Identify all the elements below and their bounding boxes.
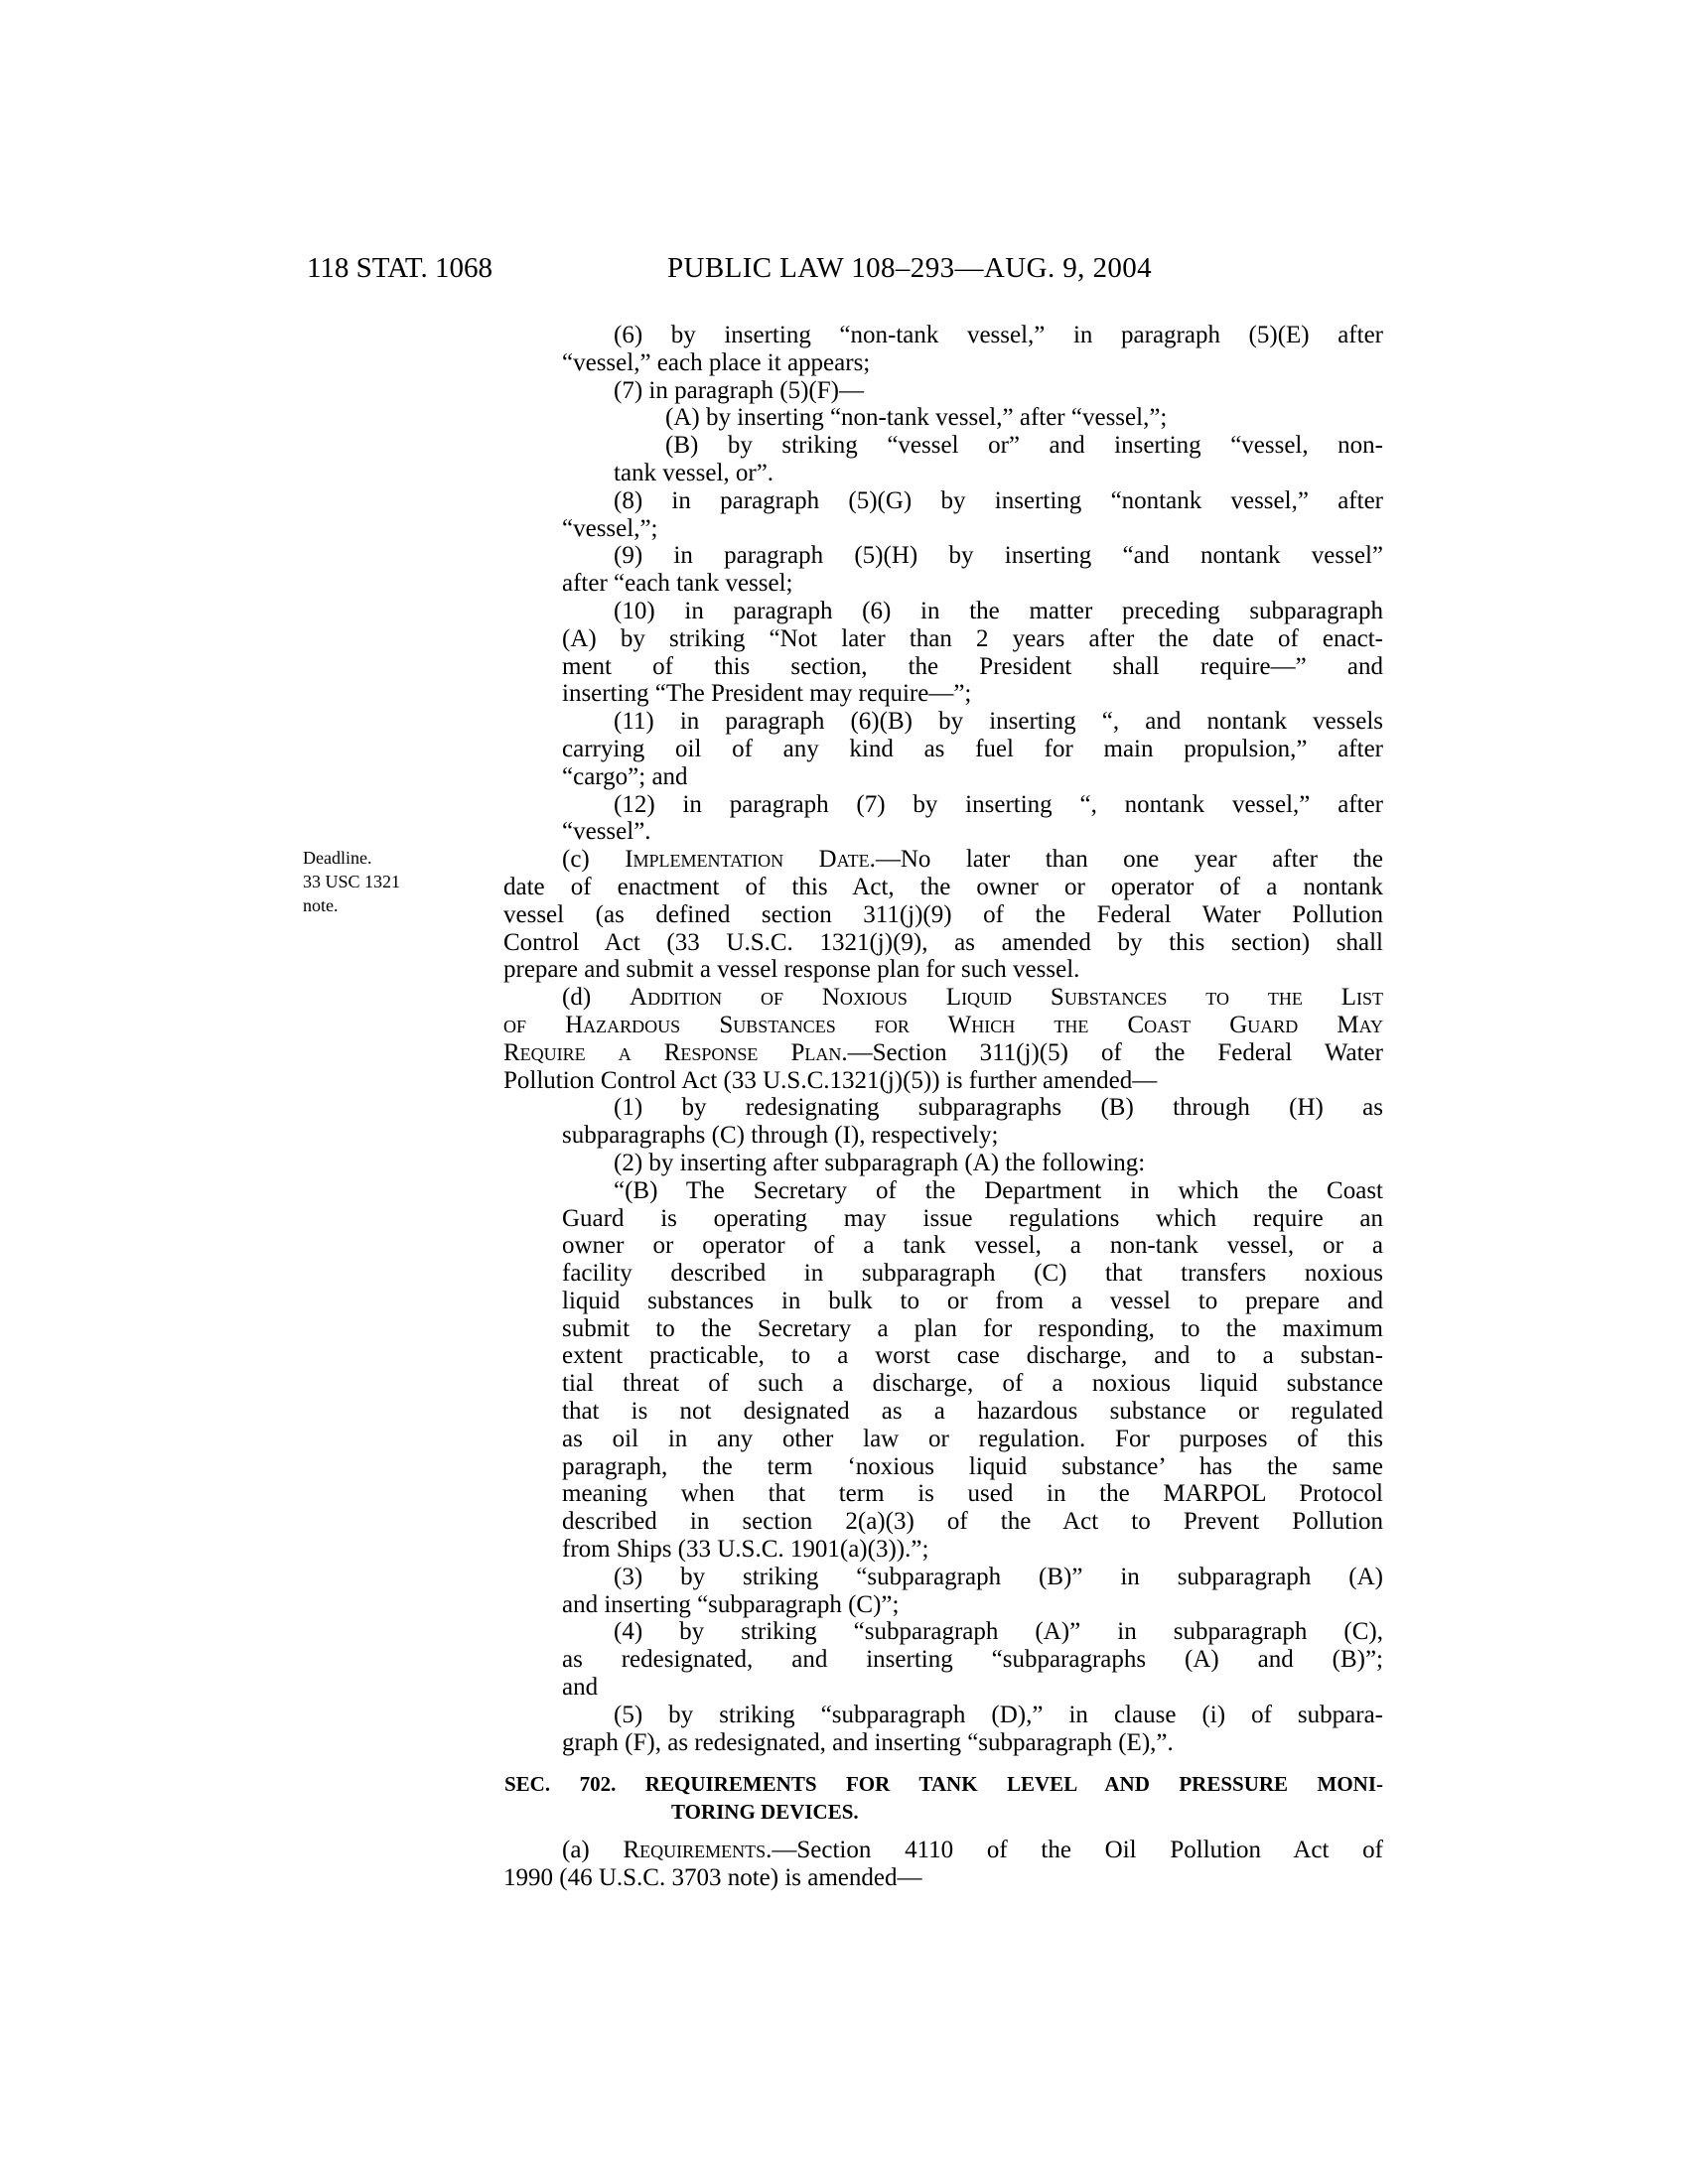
paragraph [0, 322, 1688, 377]
text-line [0, 625, 1688, 653]
paragraph [0, 542, 1688, 598]
text-line [0, 1260, 1688, 1288]
line-text: that is not designated as a hazardous substance or regulated [562, 1398, 1383, 1426]
text-line [0, 460, 1688, 487]
text-line [0, 1232, 1688, 1260]
line-text: and inserting “subparagraph (C)”; [562, 1590, 900, 1618]
small-caps-heading: of Hazardous Substances for Which the Coast Guard May [503, 1011, 1383, 1038]
text-line [0, 1315, 1688, 1343]
line-text: and [562, 1674, 599, 1702]
text-segment: —No later than one year after the [875, 846, 1383, 874]
text-line [0, 763, 1688, 791]
paragraph [0, 1177, 1688, 1564]
paragraph [0, 708, 1688, 790]
text-line [0, 1864, 1688, 1892]
text-line [0, 570, 1688, 598]
text-line [0, 1729, 1688, 1757]
line-text: as redesignated, and inserting “subparagraphs (A) and (B)”; [562, 1646, 1383, 1674]
text-line [0, 901, 1688, 929]
text-line [0, 1067, 1688, 1095]
line-text: (11) in paragraph (6)(B) by inserting “, and nontank vessels [614, 708, 1383, 736]
line-text: after “each tank vessel; [562, 570, 793, 598]
running-head-title: PUBLIC LAW 108–293—AUG. 9, 2004 [667, 252, 1153, 284]
text-line [0, 929, 1688, 957]
line-text: liquid substances in bulk to or from a vessel to prepare and [562, 1287, 1383, 1314]
text-line [0, 1150, 1688, 1177]
line-text: subparagraphs (C) through (I), respectively; [562, 1122, 999, 1150]
text-segment: (a) [562, 1837, 624, 1864]
line-text: (2) by inserting after subparagraph (A) the following: [614, 1149, 1146, 1176]
text-line [0, 1177, 1688, 1205]
line-text: inserting “The President may require—”; [562, 680, 972, 708]
line-text: “vessel”. [562, 818, 651, 846]
text-segment: (d) [562, 984, 631, 1012]
text-line [0, 791, 1688, 819]
paragraph [0, 1837, 1688, 1892]
line-text: (5) by striking “subparagraph (D),” in clause (i) of subpara- [614, 1701, 1383, 1728]
text-line [0, 1646, 1688, 1674]
text-line [0, 1012, 1688, 1039]
line-text [562, 1837, 1383, 1864]
text-line [0, 1674, 1688, 1702]
line-text: meaning when that term is used in the MARPOL Protocol [562, 1480, 1383, 1508]
text-line [0, 1426, 1688, 1453]
line-text: Guard is operating may issue regulations which require an [562, 1204, 1383, 1232]
line-text: Control Act (33 U.S.C. 1321(j)(9), as amended by this section) shall [503, 928, 1383, 956]
line-text: described in section 2(a)(3) of the Act to Prevent Pollution [562, 1508, 1383, 1536]
paragraph [0, 791, 1688, 847]
line-text: (6) by inserting “non-tank vessel,” in paragraph (5)(E) after [614, 322, 1383, 348]
text-line [0, 542, 1688, 570]
text-line [0, 1370, 1688, 1398]
text-line [0, 1536, 1688, 1564]
text-line [0, 1039, 1688, 1067]
small-caps-heading: Addition of Noxious Liquid Substances to the List [630, 984, 1383, 1012]
text-line [0, 708, 1688, 736]
line-text: (4) by striking “subparagraph (A)” in subparagraph (C), [614, 1618, 1383, 1646]
text-line [0, 1591, 1688, 1619]
paragraph [0, 1150, 1688, 1177]
margin-note-line: Deadline. [303, 848, 372, 868]
paragraph [0, 1094, 1688, 1150]
paragraph [0, 377, 1688, 405]
text-segment: —Section 311(j)(5) of the Federal Water [847, 1038, 1383, 1066]
line-text [503, 1039, 1383, 1067]
line-text: prepare and submit a vessel response plan for such vessel. [503, 956, 1080, 984]
line-text: vessel (as defined section 311(j)(9) of the Federal Water Pollution [503, 900, 1383, 928]
text-line [0, 1480, 1688, 1508]
text-line [0, 1799, 1688, 1827]
text-line [0, 487, 1688, 515]
line-text [562, 846, 1383, 874]
text-line [0, 515, 1688, 543]
text-segment: (c) [562, 846, 626, 874]
line-text: paragraph, the term ‘noxious liquid substance’ has the same [562, 1452, 1383, 1480]
paragraph [0, 598, 1688, 708]
text-line [0, 818, 1688, 846]
small-caps-heading: Require a Response Plan. [503, 1038, 848, 1066]
paragraph [0, 846, 1688, 984]
text-line [0, 1342, 1688, 1370]
line-text: (A) by inserting “non-tank vessel,” after “vessel,”; [665, 404, 1168, 432]
line-text: extent practicable, to a worst case discharge, and to a substan- [562, 1342, 1383, 1370]
document-body [0, 322, 1688, 1892]
small-caps-heading: Implementation Date. [625, 846, 876, 874]
paragraph [0, 404, 1688, 432]
line-text: (10) in paragraph (6) in the matter preceding subparagraph [614, 597, 1383, 624]
line-text: facility described in subparagraph (C) that transfers noxious [562, 1260, 1383, 1288]
text-line [0, 598, 1688, 625]
text-line [0, 349, 1688, 377]
line-text: ment of this section, the President shall require—” and [562, 652, 1383, 680]
text-line [0, 984, 1688, 1012]
line-text: “(B) The Secretary of the Department in which the Coast [614, 1176, 1383, 1204]
text-line [0, 322, 1688, 349]
text-line [0, 404, 1688, 432]
section-heading [0, 1771, 1688, 1827]
line-text: Pollution Control Act (33 U.S.C.1321(j)(5)) is further amended— [503, 1066, 1158, 1094]
text-line [0, 1453, 1688, 1481]
line-text: TORING DEVICES. [671, 1800, 859, 1825]
text-line [0, 1288, 1688, 1315]
line-text: (1) by redesignating subparagraphs (B) through (H) as [614, 1094, 1383, 1122]
text-line [0, 680, 1688, 708]
line-text: tank vessel, or”. [614, 459, 774, 486]
line-text [562, 984, 1383, 1012]
line-text: “vessel,”; [562, 514, 658, 542]
line-text: from Ships (33 U.S.C. 1901(a)(3)).”; [562, 1536, 929, 1564]
paragraph [0, 1564, 1688, 1619]
line-text: (A) by striking “Not later than 2 years after the date of enact- [562, 624, 1383, 652]
text-line [0, 1771, 1688, 1799]
text-line [0, 377, 1688, 405]
line-text: 1990 (46 U.S.C. 3703 note) is amended— [503, 1863, 922, 1891]
text-line [0, 1094, 1688, 1122]
small-caps-heading: Requirements. [623, 1837, 773, 1864]
line-text: (7) in paragraph (5)(F)— [614, 376, 864, 404]
line-text: (B) by striking “vessel or” and inserting “vessel, non- [665, 432, 1383, 460]
line-text: owner or operator of a tank vessel, a non-tank vessel, or a [562, 1232, 1383, 1260]
line-text: date of enactment of this Act, the owner or operator of a nontank [503, 873, 1383, 900]
line-text: submit to the Secretary a plan for responding, to the maximum [562, 1314, 1383, 1342]
paragraph [0, 432, 1688, 487]
text-line [0, 1508, 1688, 1536]
stat-page-number: 118 STAT. 1068 [307, 252, 492, 284]
line-text: carrying oil of any kind as fuel for main propulsion,” after [562, 735, 1383, 762]
text-line [0, 432, 1688, 460]
line-text: SEC. 702. REQUIREMENTS FOR TANK LEVEL AND PRESSURE MONI- [504, 1772, 1383, 1797]
line-text: (9) in paragraph (5)(H) by inserting “and nontank vessel” [614, 542, 1383, 570]
line-text: “vessel,” each place it appears; [562, 348, 871, 376]
text-line [0, 846, 1688, 874]
text-line [0, 1702, 1688, 1729]
margin-note-line: note. [303, 895, 339, 915]
text-line [0, 956, 1688, 984]
text-line [0, 874, 1688, 901]
line-text: graph (F), as redesignated, and inserting “subparagraph (E),”. [562, 1728, 1174, 1756]
paragraph [0, 487, 1688, 543]
text-segment: —Section 4110 of the Oil Pollution Act of [772, 1837, 1383, 1864]
text-line [0, 1398, 1688, 1426]
text-line [0, 653, 1688, 681]
line-text: (12) in paragraph (7) by inserting “, nontank vessel,” after [614, 790, 1383, 818]
line-text: (3) by striking “subparagraph (B)” in subparagraph (A) [614, 1563, 1383, 1590]
line-text: tial threat of such a discharge, of a noxious liquid substance [562, 1370, 1383, 1398]
line-text [503, 1012, 1383, 1039]
line-text: (8) in paragraph (5)(G) by inserting “nontank vessel,” after [614, 486, 1383, 514]
margin-note-line: 33 USC 1321 [303, 872, 401, 891]
text-line [0, 736, 1688, 763]
text-line [0, 1122, 1688, 1150]
line-text: “cargo”; and [562, 762, 688, 790]
paragraph [0, 1702, 1688, 1757]
paragraph [0, 1618, 1688, 1701]
text-line [0, 1837, 1688, 1864]
text-line [0, 1618, 1688, 1646]
text-line [0, 1205, 1688, 1233]
paragraph [0, 984, 1688, 1094]
line-text: as oil in any other law or regulation. For purposes of this [562, 1425, 1383, 1452]
text-line [0, 1564, 1688, 1591]
